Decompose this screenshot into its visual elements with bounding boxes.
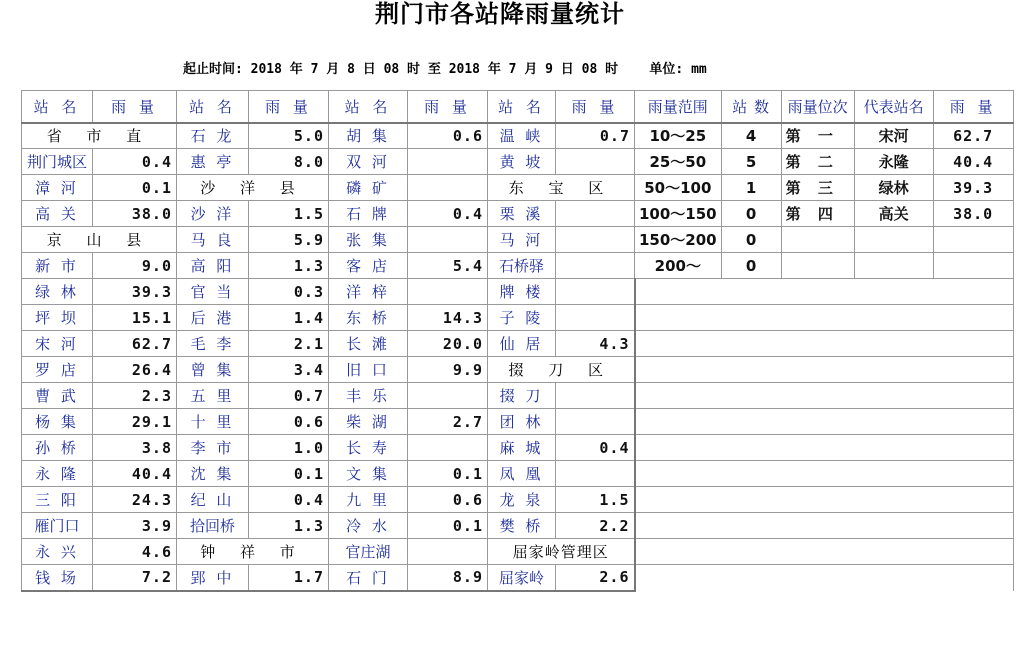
station-rain: 20.0 <box>408 331 488 357</box>
station-name: 石 门 <box>329 565 408 591</box>
station-rain <box>556 383 635 409</box>
station-rain: 1.3 <box>249 253 329 279</box>
station-name: 永 兴 <box>22 539 93 565</box>
station-name: 郢 中 <box>177 565 249 591</box>
rank-cell: 第 四 <box>781 201 854 227</box>
empty-cell <box>854 227 933 253</box>
station-rain: 4.6 <box>93 539 177 565</box>
station-name: 丰 乐 <box>329 383 408 409</box>
station-name: 高 关 <box>22 201 93 227</box>
station-rain: 0.6 <box>408 487 488 513</box>
station-name: 石 牌 <box>329 201 408 227</box>
station-rain: 1.0 <box>249 435 329 461</box>
blank-area <box>635 331 1014 357</box>
station-name: 绿 林 <box>22 279 93 305</box>
blank-area <box>635 305 1014 331</box>
station-rain <box>408 175 488 201</box>
range-cell: 10～25 <box>635 123 722 149</box>
header-rain: 雨 量 <box>249 91 329 123</box>
table-row <box>22 539 1014 565</box>
station-rain: 40.4 <box>93 461 177 487</box>
station-rain: 8.0 <box>249 149 329 175</box>
station-rain: 0.6 <box>408 123 488 149</box>
station-name: 钱 场 <box>22 565 93 591</box>
header-row <box>22 91 1014 123</box>
station-name: 罗 店 <box>22 357 93 383</box>
rank-cell: 第 二 <box>781 149 854 175</box>
station-name: 洋 梓 <box>329 279 408 305</box>
station-rain: 8.9 <box>408 565 488 591</box>
count-cell: 0 <box>721 227 781 253</box>
header-station: 站 名 <box>488 91 556 123</box>
station-name: 长 滩 <box>329 331 408 357</box>
header-rain: 雨 量 <box>556 91 635 123</box>
station-name: 李 市 <box>177 435 249 461</box>
rep-rain-cell: 40.4 <box>933 149 1013 175</box>
station-rain: 15.1 <box>93 305 177 331</box>
station-name: 团 林 <box>488 409 556 435</box>
station-rain <box>556 279 635 305</box>
county-label: 掇 刀 区 <box>488 357 635 383</box>
blank-area <box>635 565 1014 591</box>
station-name: 柴 湖 <box>329 409 408 435</box>
blank-area <box>635 487 1014 513</box>
station-rain <box>408 149 488 175</box>
station-name: 沈 集 <box>177 461 249 487</box>
station-name: 长 寿 <box>329 435 408 461</box>
station-rain: 2.3 <box>93 383 177 409</box>
header-station: 站 名 <box>177 91 249 123</box>
station-name: 九 里 <box>329 487 408 513</box>
station-rain: 0.4 <box>556 435 635 461</box>
county-label: 屈家岭管理区 <box>488 539 635 565</box>
station-name: 毛 李 <box>177 331 249 357</box>
county-label: 东 宝 区 <box>488 175 635 201</box>
rank-cell: 第 三 <box>781 175 854 201</box>
station-rain: 0.1 <box>249 461 329 487</box>
station-name: 栗 溪 <box>488 201 556 227</box>
station-name: 黄 坡 <box>488 149 556 175</box>
station-name: 漳 河 <box>22 175 93 201</box>
table-row <box>22 331 1014 357</box>
station-name: 龙 泉 <box>488 487 556 513</box>
station-rain: 0.4 <box>249 487 329 513</box>
table-row <box>22 201 1014 227</box>
station-name: 屈家岭 <box>488 565 556 591</box>
table-row <box>22 565 1014 591</box>
station-rain: 1.5 <box>556 487 635 513</box>
station-rain: 4.3 <box>556 331 635 357</box>
count-cell: 0 <box>721 201 781 227</box>
table-row <box>22 383 1014 409</box>
station-rain: 9.0 <box>93 253 177 279</box>
station-name: 坪 坝 <box>22 305 93 331</box>
station-rain: 2.2 <box>556 513 635 539</box>
empty-cell <box>933 227 1013 253</box>
station-rain: 5.9 <box>249 227 329 253</box>
blank-area <box>635 279 1014 305</box>
empty-cell <box>781 253 854 279</box>
station-name: 双 河 <box>329 149 408 175</box>
empty-cell <box>933 253 1013 279</box>
station-rain: 7.2 <box>93 565 177 591</box>
station-rain: 62.7 <box>93 331 177 357</box>
station-name: 拾回桥 <box>177 513 249 539</box>
station-name: 客 店 <box>329 253 408 279</box>
station-rain <box>556 253 635 279</box>
empty-cell <box>854 253 933 279</box>
rep-rain-cell: 39.3 <box>933 175 1013 201</box>
station-rain: 0.7 <box>249 383 329 409</box>
station-rain <box>556 201 635 227</box>
rep-station-cell: 绿林 <box>854 175 933 201</box>
station-rain <box>408 435 488 461</box>
station-name: 惠 亭 <box>177 149 249 175</box>
header-rain: 雨 量 <box>933 91 1013 123</box>
station-name: 三 阳 <box>22 487 93 513</box>
station-name: 杨 集 <box>22 409 93 435</box>
station-name: 纪 山 <box>177 487 249 513</box>
station-rain: 5.4 <box>408 253 488 279</box>
table-row <box>22 513 1014 539</box>
count-cell: 0 <box>721 253 781 279</box>
station-name: 仙 居 <box>488 331 556 357</box>
station-name: 马 河 <box>488 227 556 253</box>
empty-cell <box>781 227 854 253</box>
station-rain: 0.4 <box>408 201 488 227</box>
station-rain: 0.3 <box>249 279 329 305</box>
time-range-subtitle: 起止时间: 2018 年 7 月 8 日 08 时 至 2018 年 7 月 9 日 08 时 单位: mm <box>183 62 707 77</box>
station-name: 石桥驿 <box>488 253 556 279</box>
county-label: 钟 祥 市 <box>177 539 329 565</box>
station-name: 官庄湖 <box>329 539 408 565</box>
station-name: 子 陵 <box>488 305 556 331</box>
station-name: 后 港 <box>177 305 249 331</box>
header-rain: 雨 量 <box>93 91 177 123</box>
station-rain: 0.6 <box>249 409 329 435</box>
station-rain: 1.3 <box>249 513 329 539</box>
header-rain: 雨 量 <box>408 91 488 123</box>
station-rain <box>556 461 635 487</box>
station-name: 沙 洋 <box>177 201 249 227</box>
table-row <box>22 149 1014 175</box>
station-rain: 0.1 <box>408 513 488 539</box>
range-cell: 150～200 <box>635 227 722 253</box>
blank-area <box>635 435 1014 461</box>
table-row <box>22 227 1014 253</box>
station-name: 磷 矿 <box>329 175 408 201</box>
station-rain: 38.0 <box>93 201 177 227</box>
station-rain: 39.3 <box>93 279 177 305</box>
range-cell: 200～ <box>635 253 722 279</box>
station-rain: 1.4 <box>249 305 329 331</box>
station-rain <box>408 383 488 409</box>
station-name: 文 集 <box>329 461 408 487</box>
station-name: 冷 水 <box>329 513 408 539</box>
page-title: 荆门市各站降雨量统计 <box>375 0 625 28</box>
header-station: 站 名 <box>22 91 93 123</box>
station-name: 掇 刀 <box>488 383 556 409</box>
station-rain: 14.3 <box>408 305 488 331</box>
station-name: 孙 桥 <box>22 435 93 461</box>
station-rain: 0.1 <box>93 175 177 201</box>
table-row <box>22 435 1014 461</box>
station-rain <box>556 227 635 253</box>
station-name: 温 峡 <box>488 123 556 149</box>
blank-area <box>635 461 1014 487</box>
table-row <box>22 409 1014 435</box>
station-name: 五 里 <box>177 383 249 409</box>
station-rain: 0.1 <box>408 461 488 487</box>
count-cell: 1 <box>721 175 781 201</box>
station-rain <box>408 227 488 253</box>
station-rain: 1.7 <box>249 565 329 591</box>
station-name: 石 龙 <box>177 123 249 149</box>
station-rain: 9.9 <box>408 357 488 383</box>
station-rain: 29.1 <box>93 409 177 435</box>
rep-station-cell: 宋河 <box>854 123 933 149</box>
blank-area <box>635 513 1014 539</box>
blank-area <box>635 383 1014 409</box>
blank-area <box>635 357 1014 383</box>
station-rain: 26.4 <box>93 357 177 383</box>
station-name: 樊 桥 <box>488 513 556 539</box>
station-name: 官 当 <box>177 279 249 305</box>
station-name: 旧 口 <box>329 357 408 383</box>
station-rain: 0.7 <box>556 123 635 149</box>
station-name: 荆门城区 <box>22 149 93 175</box>
station-rain: 3.8 <box>93 435 177 461</box>
rep-station-cell: 永隆 <box>854 149 933 175</box>
station-rain <box>556 409 635 435</box>
station-name: 张 集 <box>329 227 408 253</box>
header-rank: 雨量位次 <box>781 91 854 123</box>
county-label: 京 山 县 <box>22 227 177 253</box>
station-name: 东 桥 <box>329 305 408 331</box>
table-row <box>22 305 1014 331</box>
header-station: 站 名 <box>329 91 408 123</box>
rank-cell: 第 一 <box>781 123 854 149</box>
rep-rain-cell: 38.0 <box>933 201 1013 227</box>
station-rain: 1.5 <box>249 201 329 227</box>
count-cell: 4 <box>721 123 781 149</box>
table-row <box>22 461 1014 487</box>
station-rain <box>556 149 635 175</box>
table-row <box>22 123 1014 149</box>
station-rain: 2.6 <box>556 565 635 591</box>
rep-station-cell: 高关 <box>854 201 933 227</box>
range-cell: 25～50 <box>635 149 722 175</box>
station-name: 曾 集 <box>177 357 249 383</box>
station-rain: 2.1 <box>249 331 329 357</box>
station-name: 凤 凰 <box>488 461 556 487</box>
station-name: 宋 河 <box>22 331 93 357</box>
county-label: 沙 洋 县 <box>177 175 329 201</box>
table-row <box>22 253 1014 279</box>
header-range: 雨量范围 <box>635 91 722 123</box>
station-rain: 5.0 <box>249 123 329 149</box>
range-cell: 50～100 <box>635 175 722 201</box>
station-name: 胡 集 <box>329 123 408 149</box>
station-rain: 3.9 <box>93 513 177 539</box>
station-rain <box>408 539 488 565</box>
table-row <box>22 175 1014 201</box>
station-rain: 0.4 <box>93 149 177 175</box>
header-count: 站 数 <box>721 91 781 123</box>
range-cell: 100～150 <box>635 201 722 227</box>
table-row <box>22 357 1014 383</box>
station-rain: 2.7 <box>408 409 488 435</box>
station-name: 新 市 <box>22 253 93 279</box>
station-rain: 24.3 <box>93 487 177 513</box>
rainfall-table <box>21 90 1014 592</box>
station-name: 永 隆 <box>22 461 93 487</box>
blank-area <box>635 539 1014 565</box>
station-name: 曹 武 <box>22 383 93 409</box>
county-label: 省 市 直 <box>22 123 177 149</box>
table-row <box>22 279 1014 305</box>
station-name: 十 里 <box>177 409 249 435</box>
station-name: 麻 城 <box>488 435 556 461</box>
station-name: 高 阳 <box>177 253 249 279</box>
station-rain <box>408 279 488 305</box>
station-rain: 3.4 <box>249 357 329 383</box>
station-rain <box>556 305 635 331</box>
station-name: 雁门口 <box>22 513 93 539</box>
header-rep-station: 代表站名 <box>854 91 933 123</box>
table-row <box>22 487 1014 513</box>
count-cell: 5 <box>721 149 781 175</box>
blank-area <box>635 409 1014 435</box>
rep-rain-cell: 62.7 <box>933 123 1013 149</box>
station-name: 马 良 <box>177 227 249 253</box>
station-name: 牌 楼 <box>488 279 556 305</box>
